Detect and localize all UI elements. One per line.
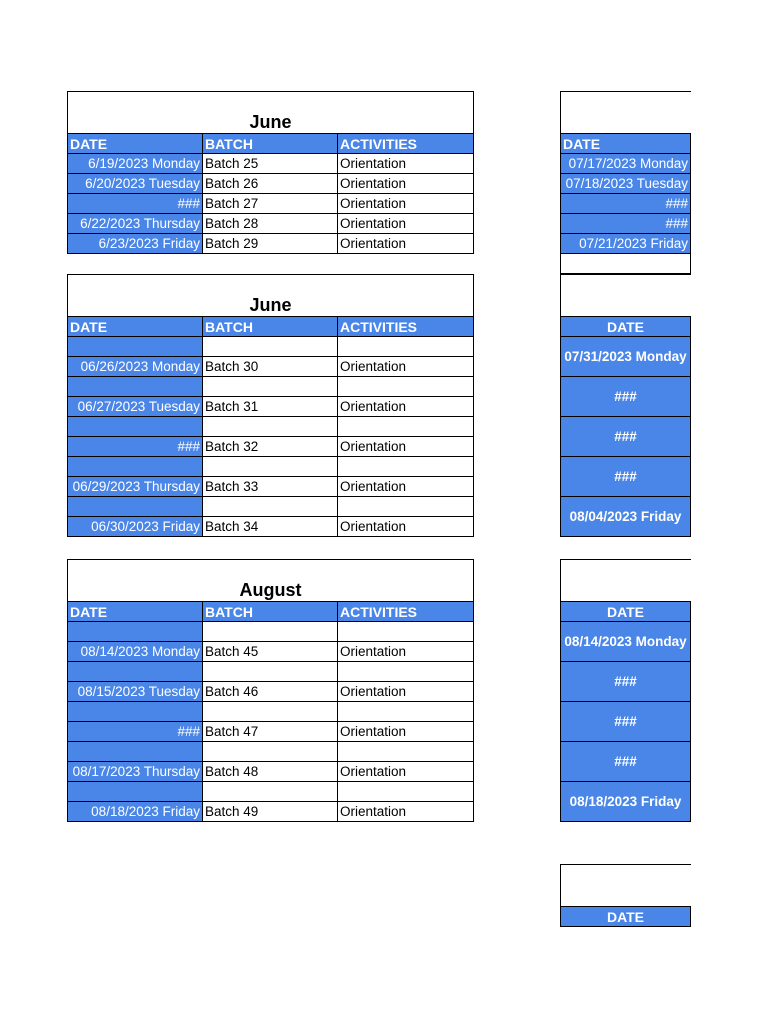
date-cell[interactable]: 07/17/2023 Monday bbox=[561, 154, 691, 174]
table-row bbox=[561, 174, 691, 194]
empty-row bbox=[68, 377, 474, 397]
date-cell[interactable]: 08/14/2023 Monday bbox=[561, 622, 691, 662]
batch-cell[interactable]: Batch 27 bbox=[203, 194, 338, 214]
activity-cell[interactable] bbox=[338, 782, 474, 802]
date-cell[interactable]: 06/29/2023 Thursday bbox=[68, 477, 203, 497]
date-cell[interactable]: 06/30/2023 Friday bbox=[68, 517, 203, 537]
date-cell[interactable]: 08/18/2023 Friday bbox=[561, 782, 691, 822]
date-cell[interactable]: ### bbox=[561, 662, 691, 702]
empty-row bbox=[68, 417, 474, 437]
table-title-row bbox=[561, 92, 691, 134]
activity-cell[interactable]: Orientation bbox=[338, 194, 474, 214]
activity-cell[interactable]: Orientation bbox=[338, 154, 474, 174]
table-row bbox=[68, 357, 474, 377]
table-row bbox=[68, 194, 474, 214]
empty-row bbox=[68, 702, 474, 722]
activity-cell[interactable]: Orientation bbox=[338, 802, 474, 822]
table-row bbox=[68, 722, 474, 742]
empty-row bbox=[68, 337, 474, 357]
table-row bbox=[68, 682, 474, 702]
june-schedule-table-1 bbox=[67, 91, 474, 254]
batch-cell[interactable]: Batch 49 bbox=[203, 802, 338, 822]
batch-cell[interactable]: Batch 33 bbox=[203, 477, 338, 497]
date-cell[interactable]: 08/15/2023 Tuesday bbox=[68, 682, 203, 702]
table-row bbox=[561, 742, 691, 782]
table-title-row bbox=[561, 560, 691, 602]
table-row bbox=[68, 234, 474, 254]
activity-cell[interactable]: Orientation bbox=[338, 357, 474, 377]
table-title bbox=[561, 560, 691, 602]
batch-header: BATCH bbox=[203, 134, 338, 154]
date-header: DATE bbox=[561, 602, 691, 622]
activity-cell[interactable] bbox=[338, 377, 474, 397]
activity-cell[interactable] bbox=[338, 702, 474, 722]
date-cell[interactable]: 08/17/2023 Thursday bbox=[68, 762, 203, 782]
empty-row bbox=[68, 662, 474, 682]
date-cell[interactable]: 6/23/2023 Friday bbox=[68, 234, 203, 254]
table-row bbox=[68, 642, 474, 662]
activity-cell[interactable] bbox=[338, 417, 474, 437]
batch-cell[interactable] bbox=[203, 497, 338, 517]
header-row bbox=[561, 317, 691, 337]
batch-cell[interactable]: Batch 31 bbox=[203, 397, 338, 417]
date-header: DATE bbox=[68, 602, 203, 622]
table-row bbox=[561, 497, 691, 537]
activity-cell[interactable]: Orientation bbox=[338, 174, 474, 194]
schedule-table-clipped-4 bbox=[560, 864, 691, 927]
batch-header: BATCH bbox=[203, 317, 338, 337]
empty-row bbox=[68, 622, 474, 642]
table-title bbox=[561, 865, 691, 907]
activity-cell[interactable]: Orientation bbox=[338, 762, 474, 782]
date-cell[interactable]: ### bbox=[68, 722, 203, 742]
table-row bbox=[561, 662, 691, 702]
date-cell[interactable] bbox=[68, 622, 203, 642]
activity-cell[interactable]: Orientation bbox=[338, 682, 474, 702]
table-row bbox=[68, 762, 474, 782]
batch-cell[interactable]: Batch 25 bbox=[203, 154, 338, 174]
table-row bbox=[68, 397, 474, 417]
date-cell[interactable]: 6/22/2023 Thursday bbox=[68, 214, 203, 234]
date-header: DATE bbox=[561, 317, 691, 337]
date-cell[interactable]: ### bbox=[561, 377, 691, 417]
date-cell[interactable]: ### bbox=[561, 417, 691, 457]
activity-cell[interactable] bbox=[338, 497, 474, 517]
table-row bbox=[561, 457, 691, 497]
date-cell[interactable]: ### bbox=[561, 742, 691, 782]
table-row bbox=[68, 437, 474, 457]
date-cell[interactable]: ### bbox=[68, 194, 203, 214]
date-cell[interactable] bbox=[68, 457, 203, 477]
batch-cell[interactable]: Batch 46 bbox=[203, 682, 338, 702]
activities-header: ACTIVITIES bbox=[338, 602, 474, 622]
activities-header: ACTIVITIES bbox=[338, 134, 474, 154]
activity-cell[interactable] bbox=[338, 622, 474, 642]
batch-header: BATCH bbox=[203, 602, 338, 622]
batch-cell[interactable] bbox=[203, 457, 338, 477]
activity-cell[interactable] bbox=[338, 662, 474, 682]
empty-row bbox=[68, 457, 474, 477]
table-title: June bbox=[68, 275, 474, 317]
date-cell[interactable]: 08/04/2023 Friday bbox=[561, 497, 691, 537]
august-schedule-table bbox=[67, 559, 474, 822]
table-title-row bbox=[561, 275, 691, 317]
header-row bbox=[561, 134, 691, 154]
activity-cell[interactable] bbox=[338, 742, 474, 762]
date-cell[interactable]: 08/14/2023 Monday bbox=[68, 642, 203, 662]
date-header: DATE bbox=[561, 907, 691, 927]
date-cell[interactable]: 06/26/2023 Monday bbox=[68, 357, 203, 377]
table-row bbox=[68, 154, 474, 174]
table-row bbox=[561, 417, 691, 457]
activity-cell[interactable]: Orientation bbox=[338, 397, 474, 417]
batch-cell[interactable] bbox=[203, 337, 338, 357]
date-cell[interactable]: 06/27/2023 Tuesday bbox=[68, 397, 203, 417]
date-cell[interactable] bbox=[68, 417, 203, 437]
table-row bbox=[561, 214, 691, 234]
activity-cell[interactable]: Orientation bbox=[338, 234, 474, 254]
date-cell[interactable]: 6/19/2023 Monday bbox=[68, 154, 203, 174]
table-title bbox=[561, 92, 691, 134]
date-cell[interactable] bbox=[68, 782, 203, 802]
table-row bbox=[68, 517, 474, 537]
date-cell[interactable]: ### bbox=[561, 457, 691, 497]
batch-cell[interactable] bbox=[203, 742, 338, 762]
table-title-row bbox=[68, 560, 474, 602]
activity-cell[interactable] bbox=[338, 457, 474, 477]
table-row bbox=[561, 154, 691, 174]
table-row bbox=[561, 702, 691, 742]
date-cell[interactable]: 07/31/2023 Monday bbox=[561, 337, 691, 377]
date-cell[interactable] bbox=[68, 377, 203, 397]
batch-cell[interactable]: Batch 45 bbox=[203, 642, 338, 662]
date-cell[interactable] bbox=[68, 337, 203, 357]
table-row bbox=[68, 477, 474, 497]
table-row bbox=[561, 234, 691, 254]
date-header: DATE bbox=[68, 317, 203, 337]
table-row bbox=[561, 782, 691, 822]
date-cell[interactable] bbox=[68, 742, 203, 762]
empty-row bbox=[68, 497, 474, 517]
table-row bbox=[561, 377, 691, 417]
batch-cell[interactable] bbox=[203, 782, 338, 802]
header-row bbox=[68, 602, 474, 622]
empty-row bbox=[68, 742, 474, 762]
table-row bbox=[68, 214, 474, 234]
date-cell[interactable]: ### bbox=[561, 214, 691, 234]
table-title: August bbox=[68, 560, 474, 602]
july-august-schedule-table-clipped bbox=[560, 274, 691, 537]
batch-cell[interactable]: Batch 48 bbox=[203, 762, 338, 782]
date-cell[interactable]: 07/18/2023 Tuesday bbox=[561, 174, 691, 194]
batch-cell[interactable]: Batch 28 bbox=[203, 214, 338, 234]
batch-cell[interactable]: Batch 32 bbox=[203, 437, 338, 457]
batch-cell[interactable]: Batch 34 bbox=[203, 517, 338, 537]
batch-cell[interactable]: Batch 30 bbox=[203, 357, 338, 377]
date-cell[interactable] bbox=[68, 662, 203, 682]
date-cell[interactable]: ### bbox=[68, 437, 203, 457]
batch-cell[interactable]: Batch 29 bbox=[203, 234, 338, 254]
date-cell[interactable] bbox=[561, 254, 691, 274]
activity-cell[interactable]: Orientation bbox=[338, 642, 474, 662]
header-row bbox=[68, 317, 474, 337]
date-cell[interactable] bbox=[68, 702, 203, 722]
table-row bbox=[561, 622, 691, 662]
table-row bbox=[68, 174, 474, 194]
date-header: DATE bbox=[68, 134, 203, 154]
activity-cell[interactable]: Orientation bbox=[338, 477, 474, 497]
batch-cell[interactable]: Batch 26 bbox=[203, 174, 338, 194]
date-cell[interactable]: ### bbox=[561, 194, 691, 214]
empty-row bbox=[561, 254, 691, 274]
date-cell[interactable]: 07/21/2023 Friday bbox=[561, 234, 691, 254]
batch-cell[interactable]: Batch 47 bbox=[203, 722, 338, 742]
june-schedule-table-2 bbox=[67, 274, 474, 537]
header-row bbox=[561, 602, 691, 622]
header-row bbox=[561, 907, 691, 927]
activity-cell[interactable]: Orientation bbox=[338, 214, 474, 234]
activities-header: ACTIVITIES bbox=[338, 317, 474, 337]
batch-cell[interactable] bbox=[203, 662, 338, 682]
header-row bbox=[68, 134, 474, 154]
date-cell[interactable]: 08/18/2023 Friday bbox=[68, 802, 203, 822]
batch-cell[interactable] bbox=[203, 622, 338, 642]
date-cell[interactable] bbox=[68, 497, 203, 517]
july-schedule-table-clipped bbox=[560, 91, 691, 274]
table-title-row bbox=[68, 275, 474, 317]
table-row bbox=[68, 802, 474, 822]
table-row bbox=[561, 337, 691, 377]
date-cell[interactable]: 6/20/2023 Tuesday bbox=[68, 174, 203, 194]
batch-cell[interactable] bbox=[203, 377, 338, 397]
august-schedule-table-clipped bbox=[560, 559, 691, 822]
table-title bbox=[561, 275, 691, 317]
table-title: June bbox=[68, 92, 474, 134]
activity-cell[interactable]: Orientation bbox=[338, 437, 474, 457]
date-header: DATE bbox=[561, 134, 691, 154]
table-title-row bbox=[561, 865, 691, 907]
activity-cell[interactable]: Orientation bbox=[338, 722, 474, 742]
table-title-row bbox=[68, 92, 474, 134]
batch-cell[interactable] bbox=[203, 417, 338, 437]
batch-cell[interactable] bbox=[203, 702, 338, 722]
activity-cell[interactable] bbox=[338, 337, 474, 357]
empty-row bbox=[68, 782, 474, 802]
table-row bbox=[561, 194, 691, 214]
date-cell[interactable]: ### bbox=[561, 702, 691, 742]
activity-cell[interactable]: Orientation bbox=[338, 517, 474, 537]
